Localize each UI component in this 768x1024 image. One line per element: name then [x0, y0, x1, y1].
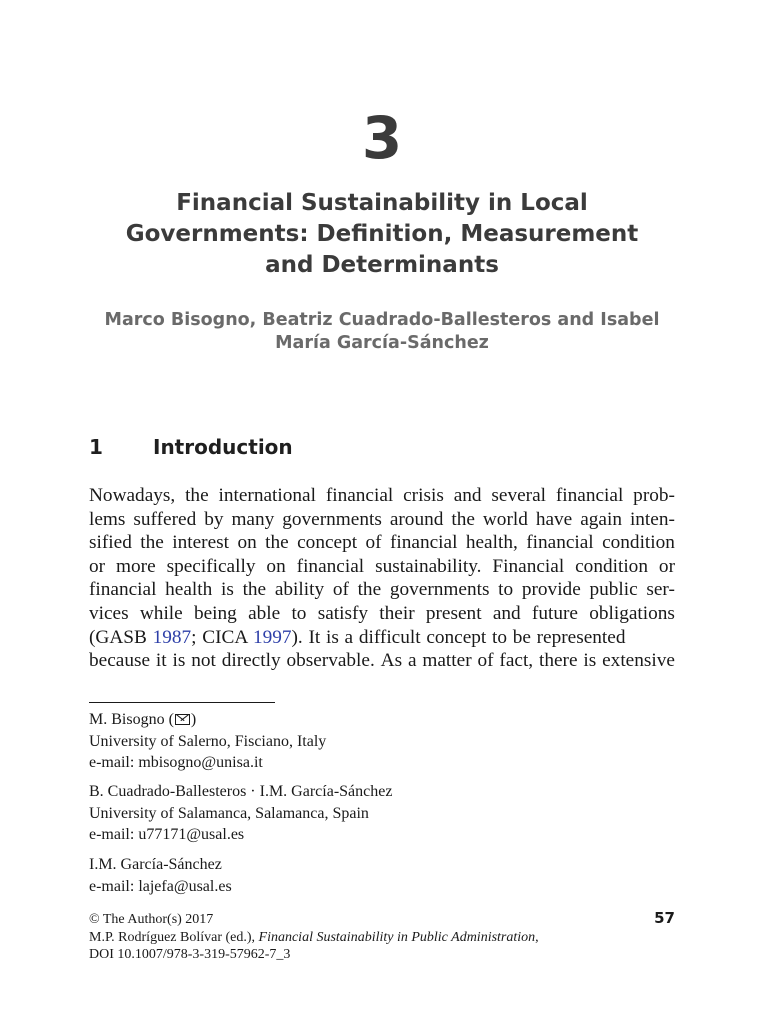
body-word: more [116, 555, 156, 577]
chapter-title [89, 188, 675, 281]
body-word: the [185, 485, 209, 506]
body-word: of [332, 579, 349, 601]
body-word: and [453, 485, 482, 506]
body-word: to [291, 602, 307, 624]
editor-name: M.P. Rodríguez Bolívar (ed.), [89, 929, 259, 945]
body-word: financial [389, 532, 458, 554]
body-word: Nowadays, [89, 485, 176, 506]
body-word: the [242, 579, 267, 601]
book-title: Financial Sustainability in Public Administration [258, 929, 536, 945]
author-email[interactable]: e-mail: lajefa@usal.es [89, 877, 232, 895]
body-word: sustainability. [375, 555, 482, 577]
body-word: public [589, 579, 638, 601]
body-word: because [89, 650, 151, 672]
body-line-citations [89, 626, 675, 650]
body-word: on [237, 532, 257, 554]
body-word: prob- [633, 485, 675, 506]
body-word: the [140, 532, 164, 554]
body-word: matter [422, 650, 472, 672]
body-line [89, 531, 675, 555]
envelope-icon [175, 714, 190, 725]
body-word: health, [465, 532, 518, 554]
body-word: being [193, 602, 237, 624]
body-word: it [155, 650, 167, 672]
body-word: Financial [492, 555, 565, 577]
body-word: vices [89, 602, 129, 624]
body-word: around [389, 508, 444, 530]
body-word: is [172, 650, 186, 672]
body-word: financial [526, 532, 594, 554]
body-word: have [535, 508, 573, 530]
editor-punct: , [535, 929, 539, 945]
affiliation-garcia [89, 854, 675, 897]
body-word: specifically [166, 555, 256, 577]
body-word: to [498, 579, 514, 601]
body-word: inten- [629, 508, 675, 530]
section-number: 1 [89, 435, 103, 459]
author-names: B. Cuadrado-Ballesteros · I.M. García-Sánchez [89, 783, 393, 800]
body-word: fact, [499, 650, 534, 672]
body-word: by [204, 508, 224, 530]
body-word: of [365, 532, 382, 554]
body-line [89, 508, 675, 532]
body-word: crisis [403, 485, 444, 506]
body-word: financial [325, 485, 394, 506]
body-word: future [531, 602, 578, 624]
body-word: interest [172, 532, 230, 554]
authors-line: Marco Bisogno, Beatriz Cuadrado-Ballesteros and Isabel [104, 310, 660, 330]
body-word: able [248, 602, 281, 624]
affiliation-salamanca [89, 781, 675, 846]
body-word: on [266, 555, 286, 577]
chapter-title-line: Governments: Definition, Measurement [125, 221, 639, 247]
chapter-title-line: Financial Sustainability in Local [176, 190, 588, 216]
chapter-number: 3 [361, 104, 403, 172]
body-word: financial [555, 485, 624, 506]
body-word: the [265, 532, 289, 554]
body-word: world [482, 508, 528, 530]
body-line [89, 602, 675, 626]
author-name: I.M. García-Sánchez [89, 856, 222, 873]
body-word: suffered [133, 508, 197, 530]
body-word: obligations [589, 602, 675, 624]
body-word: not [191, 650, 216, 672]
body-text-fragment: ). It is a difficult concept to be represented [291, 626, 626, 648]
body-text-fragment: ; CICA [191, 626, 253, 648]
body-word: several [491, 485, 546, 506]
book-page [89, 0, 675, 1024]
citation-link-gasb[interactable]: 1987 [152, 626, 192, 648]
body-word: is [220, 579, 234, 601]
author-name-close: ) [190, 711, 197, 728]
body-word: observable. [286, 650, 375, 672]
body-word: extensive [602, 650, 675, 672]
body-word: international [218, 485, 316, 506]
body-word: health [165, 579, 213, 601]
body-word: the [357, 579, 382, 601]
doi[interactable]: DOI 10.1007/978-3-319-57962-7_3 [89, 947, 291, 962]
body-word: concept [297, 532, 358, 554]
body-word: while [139, 602, 183, 624]
body-line [89, 649, 675, 673]
body-word: many [231, 508, 275, 530]
body-word: the [451, 508, 475, 530]
body-word: there [538, 650, 578, 672]
author-university: University of Salerno, Fisciano, Italy [89, 732, 327, 750]
body-word: condition [575, 555, 648, 577]
editor-citation [89, 929, 675, 947]
body-word: sified [89, 532, 132, 554]
body-word: lems [89, 508, 126, 530]
body-word: condition [602, 532, 675, 554]
body-word: directly [221, 650, 281, 672]
body-word: present [425, 602, 482, 624]
body-word: governments [282, 508, 382, 530]
page-number: 57 [654, 909, 675, 927]
authors-line: María García-Sánchez [275, 333, 489, 353]
chapter-authors [89, 309, 675, 355]
body-word: again [580, 508, 622, 530]
body-word: a [407, 650, 417, 672]
body-line [89, 555, 675, 579]
body-word: As [380, 650, 403, 672]
body-word: governments [389, 579, 490, 601]
body-paragraph [89, 484, 675, 673]
footnote-divider [89, 702, 275, 703]
section-heading [89, 433, 675, 461]
chapter-title-line: and Determinants [265, 252, 499, 278]
body-line [89, 484, 675, 508]
author-university: University of Salamanca, Salamanca, Spain [89, 804, 369, 822]
body-word: is [583, 650, 597, 672]
body-word: provide [521, 579, 581, 601]
body-word: financial [89, 579, 157, 601]
affiliation-bisogno [89, 709, 675, 774]
body-word: satisfy [317, 602, 369, 624]
body-line [89, 578, 675, 602]
author-email[interactable]: e-mail: u77171@usal.es [89, 826, 245, 843]
body-word: of [477, 650, 494, 672]
author-email[interactable]: e-mail: mbisogno@unisa.it [89, 754, 263, 771]
citation-link-cica[interactable]: 1997 [252, 626, 292, 648]
body-word: ser- [646, 579, 675, 601]
body-word: or [658, 555, 675, 577]
body-word: their [379, 602, 415, 624]
body-word: financial [296, 555, 365, 577]
section-title: Introduction [153, 435, 293, 459]
author-name: M. Bisogno ( [89, 711, 174, 728]
body-word: and [492, 602, 521, 624]
copyright-block [89, 911, 675, 964]
body-word: or [89, 555, 106, 577]
body-word: ability [274, 579, 325, 601]
copyright-notice: © The Author(s) 2017 [89, 912, 214, 927]
body-text-fragment: (GASB [89, 626, 153, 648]
